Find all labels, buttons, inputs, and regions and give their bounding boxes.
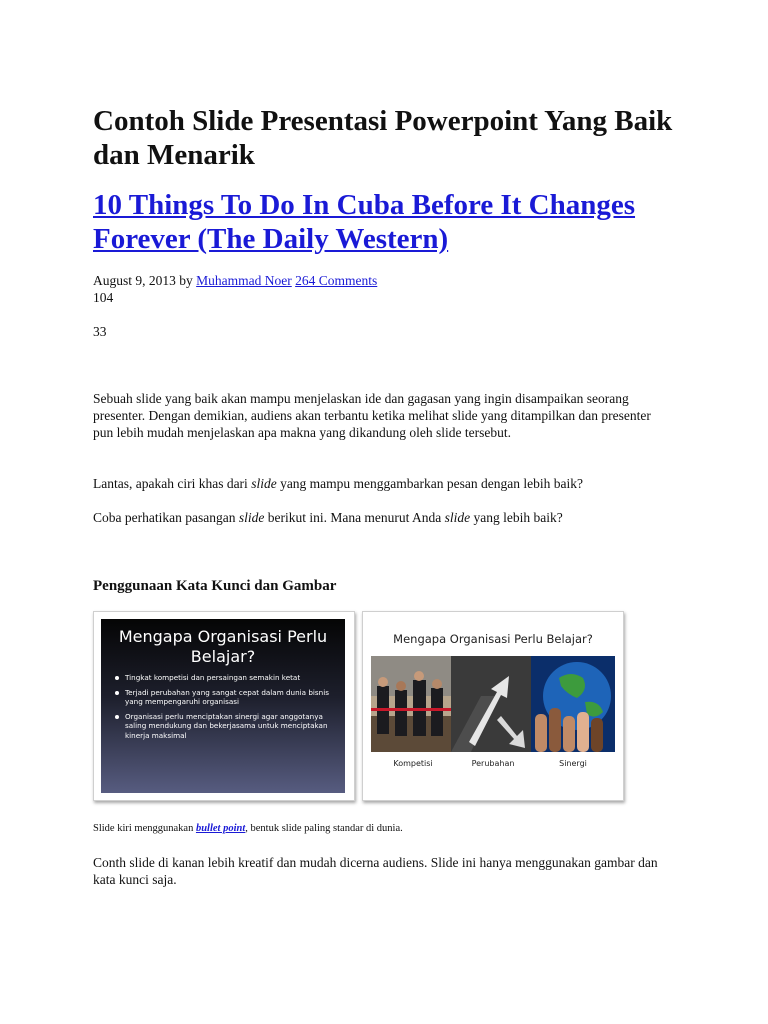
arrow-photo <box>451 656 535 752</box>
post-date: August 9, 2013 <box>93 273 176 288</box>
slide-left-title: Mengapa Organisasi Perlu Belajar? <box>118 627 328 666</box>
closing-paragraph: Conth slide di kanan lebih kreatif dan mudah dicerna audiens. Slide ini hanya menggunakan gambar dan kata kunci saja. <box>93 855 658 887</box>
caption-sinergi: Sinergi <box>559 759 587 768</box>
slide-bullet: Tingkat kompetisi dan persaingan semakin ketat <box>115 673 340 683</box>
section-heading: Penggunaan Kata Kunci dan Gambar <box>93 578 337 594</box>
intro-paragraph: Sebuah slide yang baik akan mampu menjelaskan ide dan gagasan yang ingin disampaikan seorang presenter. Dengan demikian, audiens akan terbantu ketika melihat slide yang ditampilkan dan presenter pun lebih mudah menjelaskan apa makna yang dikandung oleh slide tersebut. <box>93 391 651 440</box>
hands-globe-photo <box>531 656 615 752</box>
compare-paragraph <box>93 509 673 526</box>
bullet-point-link[interactable]: bullet point <box>195 823 246 834</box>
post-meta <box>93 273 693 289</box>
italic-run: slide <box>251 476 277 491</box>
caption-perubahan: Perubahan <box>471 759 515 768</box>
question-paragraph <box>93 475 673 492</box>
share-count-2: 33 <box>93 324 107 339</box>
article-link[interactable]: 10 Things To Do In Cuba Before It Changes Forever (The Daily Western) <box>93 189 636 255</box>
slide-right-title: Mengapa Organisasi Perlu Belajar? <box>393 632 593 646</box>
text-run: Coba perhatikan pasangan <box>93 510 239 525</box>
slide-bullet-list <box>115 673 340 745</box>
text-run: yang mampu menggambarkan pesan dengan lebih baik? <box>276 476 583 491</box>
page-title: Contoh Slide Presentasi Powerpoint Yang Baik dan Menarik <box>93 105 673 171</box>
slide-bullet: Terjadi perubahan yang sangat cepat dalam dunia bisnis yang mempengaruhi organisasi <box>115 688 340 707</box>
comments-link[interactable]: 264 Comments <box>295 273 378 288</box>
text-run: Lantas, apakah ciri khas dari <box>93 476 252 491</box>
image-caption-note <box>93 822 693 836</box>
author-link[interactable]: Muhammad Noer <box>196 273 292 288</box>
caption-kompetisi: Kompetisi <box>393 759 433 768</box>
slide-image-right <box>362 611 624 801</box>
text-run: Slide kiri menggunakan <box>93 823 196 834</box>
bullet-slide <box>101 619 345 793</box>
slide-bullet: Organisasi perlu menciptakan sinergi agar anggotanya saling mendukung dan bekerjasama untuk menciptakan kinerja maksimal <box>115 712 340 741</box>
italic-run: slide <box>444 510 471 525</box>
italic-run: slide <box>238 510 265 525</box>
runners-photo <box>371 656 455 752</box>
text-run: , bentuk slide paling standar di dunia. <box>245 823 403 834</box>
text-run: berikut ini. Mana menurut Anda <box>264 510 445 525</box>
share-count-1: 104 <box>93 290 114 305</box>
post-by: by <box>179 273 193 288</box>
slide-image-left <box>93 611 355 801</box>
text-run: yang lebih baik? <box>470 510 563 525</box>
